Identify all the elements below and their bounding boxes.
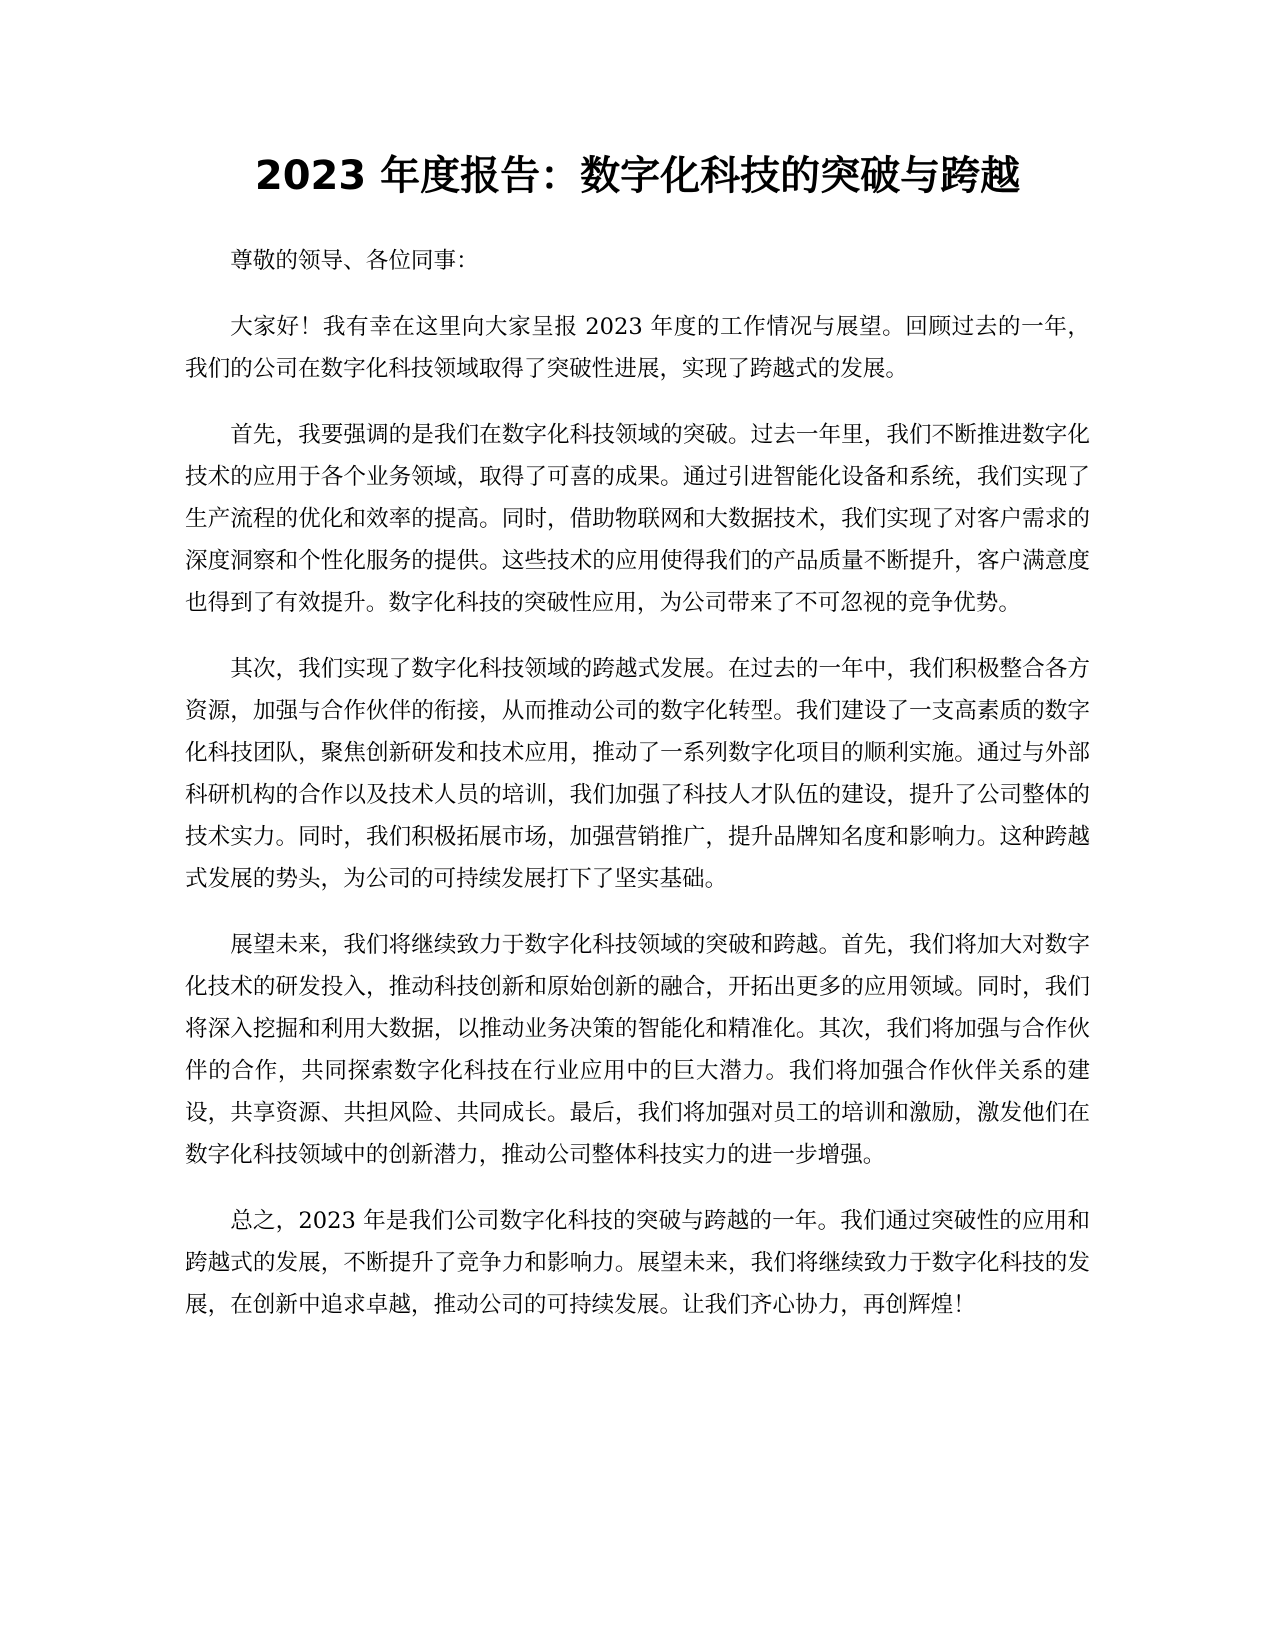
paragraph-conclusion: 总之，2023 年是我们公司数字化科技的突破与跨越的一年。我们通过突破性的应用和跨越式的发展，不断提升了竞争力和影响力。展望未来，我们将继续致力于数字化科技的发展，在创新中追求卓越，推动公司的可持续发展。让我们齐心协力，再创辉煌！ — [185, 1208, 1090, 1318]
paragraph-leap-development: 其次，我们实现了数字化科技领域的跨越式发展。在过去的一年中，我们积极整合各方资源，加强与合作伙伴的衔接，从而推动公司的数字化转型。我们建设了一支高素质的数字化科技团队，聚焦创新研发和技术应用，推动了一系列数字化项目的顺利实施。通过与外部科研机构的合作以及技术人员的培训，我们加强了科技人才队伍的建设，提升了公司整体的技术实力。同时，我们积极拓展市场，加强营销推广，提升品牌知名度和影响力。这种跨越式发展的势头，为公司的可持续发展打下了坚实基础。 — [185, 656, 1090, 892]
document-body — [185, 240, 1090, 1350]
document-title: 2023 年度报告：数字化科技的突破与跨越 — [254, 153, 1021, 199]
salutation: 尊敬的领导、各位同事： — [230, 248, 479, 274]
paragraph-intro: 大家好！我有幸在这里向大家呈报 2023 年度的工作情况与展望。回顾过去的一年，我们的公司在数字化科技领域取得了突破性进展，实现了跨越式的发展。 — [185, 314, 1090, 382]
paragraph-breakthrough: 首先，我要强调的是我们在数字化科技领域的突破。过去一年里，我们不断推进数字化技术的应用于各个业务领域，取得了可喜的成果。通过引进智能化设备和系统，我们实现了生产流程的优化和效率的提高。同时，借助物联网和大数据技术，我们实现了对客户需求的深度洞察和个性化服务的提供。这些技术的应用使得我们的产品质量不断提升，客户满意度也得到了有效提升。数字化科技的突破性应用，为公司带来了不可忽视的竞争优势。 — [185, 422, 1090, 616]
paragraph-outlook: 展望未来，我们将继续致力于数字化科技领域的突破和跨越。首先，我们将加大对数字化技术的研发投入，推动科技创新和原始创新的融合，开拓出更多的应用领域。同时，我们将深入挖掘和利用大数据，以推动业务决策的智能化和精准化。其次，我们将加强与合作伙伴的合作，共同探索数字化科技在行业应用中的巨大潜力。我们将加强合作伙伴关系的建设，共享资源、共担风险、共同成长。最后，我们将加强对员工的培训和激励，激发他们在数字化科技领域中的创新潜力，推动公司整体科技实力的进一步增强。 — [185, 932, 1090, 1168]
